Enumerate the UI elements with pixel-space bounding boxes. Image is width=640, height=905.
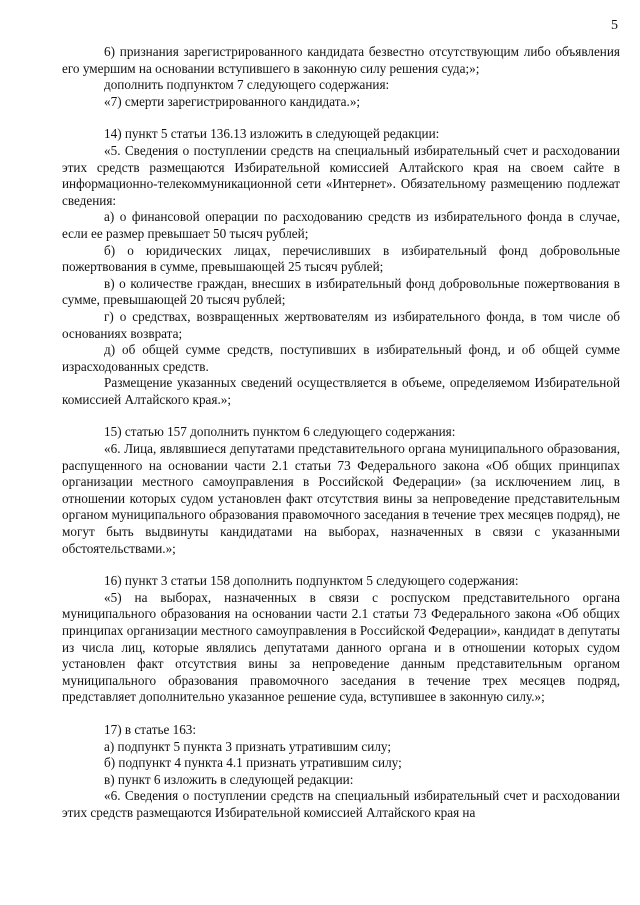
paragraph-6-item: 6) признания зарегистрированного кандидата безвестно отсутствующим либо объявления его умершим на основании вступившего в законную силу решения суда;»;	[62, 44, 620, 76]
document-body	[62, 44, 620, 822]
page-number: 5	[611, 18, 618, 33]
spacer	[62, 110, 620, 126]
paragraph-16-heading: 16) пункт 3 статьи 158 дополнить подпунктом 5 следующего содержания:	[104, 573, 519, 589]
paragraph-16-text: «5) на выборах, назначенных в связи с роспуском представительного органа муниципального образования на основании части 2.1 статьи 73 Федерального закона «Об общих принципах организации местного самоуправления в Российской Федерации», кандидат в депутаты из числа лиц, которые являлись депутатами данного органа и в отношении которых судом установлен факт отсутствия вины за непроведение данным представительным органом муниципального образования правомочного заседания в течение трех месяцев подряд, представляет дополнительно указанное решение суда, вступившее в законную силу.»;	[62, 589, 620, 705]
paragraph-14-text: «5. Сведения о поступлении средств на специальный избирательный счет и расходовании этих средств размещаются Избирательной комиссией Алтайского края на своем сайте в информационно-телекоммуникационной сети «Интернет». Обязательному размещению подлежат сведения:	[62, 142, 620, 208]
paragraph-14-heading: 14) пункт 5 статьи 136.13 изложить в следующей редакции:	[104, 126, 440, 142]
paragraph-item-7: «7) смерти зарегистрированного кандидата.»;	[104, 93, 361, 109]
spacer	[62, 706, 620, 722]
paragraph-14-b: б) о юридических лицах, перечисливших в избирательный фонд добровольные пожертвования в сумме, превышающей 25 тысяч рублей;	[62, 242, 620, 275]
paragraph-17-v: в) пункт 6 изложить в следующей редакции:	[104, 771, 354, 787]
paragraph-17-b: б) подпункт 4 пункта 4.1 признать утратившим силу;	[104, 755, 402, 771]
spacer	[62, 408, 620, 424]
spacer	[62, 557, 620, 573]
paragraph-14-a: а) о финансовой операции по расходованию средств из избирательного фонда в случае, если ее размер превышает 50 тысяч рублей;	[62, 209, 620, 241]
paragraph-17-a: а) подпункт 5 пункта 3 признать утратившим силу;	[104, 738, 391, 754]
paragraph-add-subitem-7: дополнить подпунктом 7 следующего содержания:	[104, 77, 390, 93]
paragraph-15-heading: 15) статью 157 дополнить пунктом 6 следующего содержания:	[104, 424, 456, 440]
paragraph-17-heading: 17) в статье 163:	[104, 721, 197, 737]
paragraph-14-d: д) об общей сумме средств, поступивших в избирательный фонд, и об общей сумме израсходованных средств.	[62, 342, 620, 374]
paragraph-15-text: «6. Лица, являвшиеся депутатами представительного органа муниципального образования, распущенного на основании части 2.1 статьи 73 Федерального закона «Об общих принципах организации местного самоуправления в Российской Федерации» (за исключением лиц, в отношении которых судом установлен факт отсутствия вины за непроведение представительным органом муниципального образования правомочного заседания в течение трех месяцев подряд), не могут быть выдвинуты кандидатами на выборах, назначенных в связи с указанными обстоятельствами.»;	[62, 441, 620, 556]
paragraph-14-g: г) о средствах, возвращенных жертвователям из избирательного фонда, в том числе об основаниях возврата;	[62, 308, 620, 341]
paragraph-14-v: в) о количестве граждан, внесших в избирательный фонд добровольные пожертвования в сумме, превышающей 20 тысяч рублей;	[62, 275, 620, 308]
paragraph-14-closing: Размещение указанных сведений осуществляется в объеме, определяемом Избирательной комиссией Алтайского края.»;	[62, 375, 620, 407]
paragraph-17-text: «6. Сведения о поступлении средств на специальный избирательный счет и расходовании этих средств размещаются Избирательной комиссией Алтайского края на	[62, 788, 620, 820]
